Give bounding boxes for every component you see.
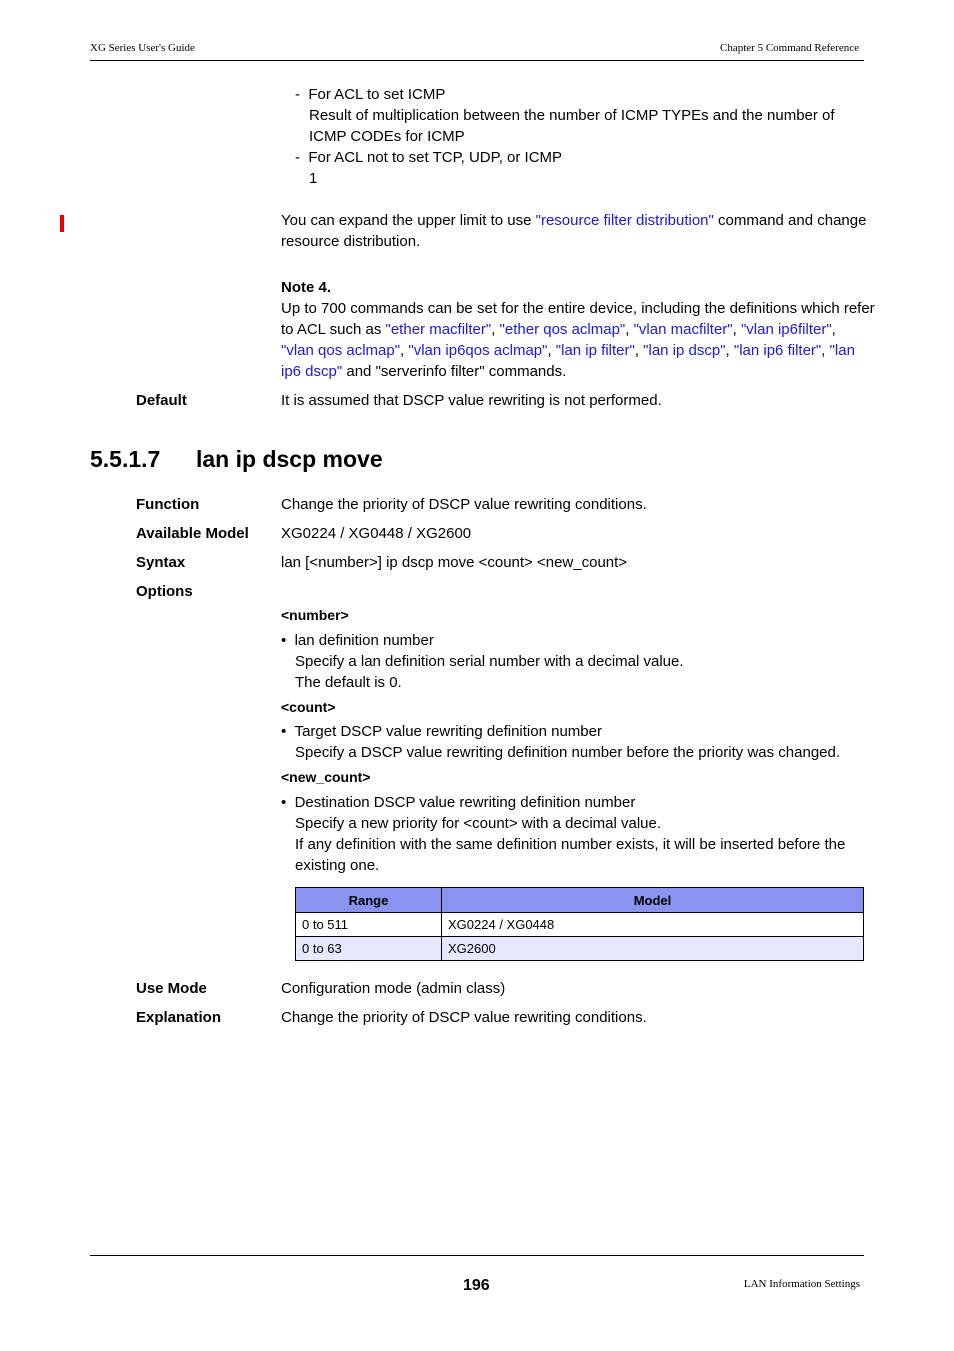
section-heading [90, 446, 383, 473]
vlan-ip6qos-aclmap-link[interactable]: "vlan ip6qos aclmap" [408, 342, 548, 359]
separator: , [725, 342, 734, 359]
option-count-bullet: • Target DSCP value rewriting definition number [281, 723, 602, 740]
option-description: If any definition with the same definition number exists, it will be inserted before the [295, 836, 846, 853]
paragraph-text: resource distribution. [281, 233, 421, 250]
page-number: 196 [463, 1277, 490, 1294]
section-number: 5.5.1.7 [90, 446, 161, 472]
list-item-text: Result of multiplication between the number of ICMP TYPEs and the number of [309, 107, 835, 124]
option-description: Specify a lan definition serial number with a decimal value. [295, 653, 684, 670]
paragraph-text: command and change [713, 212, 867, 229]
note-title: Note 4. [281, 279, 332, 296]
note-text: to ACL such as [281, 321, 386, 338]
separator: , [732, 321, 741, 338]
expand-paragraph [281, 210, 866, 231]
separator: , [634, 342, 644, 359]
use-mode-label: Use Mode [136, 980, 207, 997]
option-description: Specify a new priority for <count> with a decimal value. [295, 815, 662, 832]
range-table [295, 887, 864, 961]
resource-filter-distribution-link[interactable]: "resource filter distribution" [535, 212, 714, 229]
syntax-label: Syntax [136, 554, 186, 571]
list-item-no-proto: - For ACL not to set TCP, UDP, or ICMP [295, 149, 563, 166]
footer-section-title: LAN Information Settings [743, 1278, 860, 1290]
column-header-range: Range [296, 888, 442, 913]
function-label: Function [136, 496, 200, 513]
option-new-count-name: <new_count> [281, 769, 371, 785]
bullet-text: Target DSCP value rewriting definition number [294, 723, 602, 740]
vlan-macfilter-link[interactable]: "vlan macfilter" [633, 321, 733, 338]
option-number-name: <number> [281, 607, 349, 623]
options-label: Options [136, 583, 193, 600]
paragraph-text: You can expand the upper limit to use [281, 212, 536, 229]
header-rule [90, 60, 864, 61]
separator: , [400, 342, 409, 359]
option-description: The default is 0. [295, 674, 402, 691]
lan-ip-filter-link[interactable]: "lan ip filter" [555, 342, 635, 359]
list-item-text: ICMP CODEs for ICMP [309, 128, 465, 145]
table-header-row [296, 888, 864, 913]
function-value: Change the priority of DSCP value rewriting conditions. [281, 496, 647, 513]
note-text: and "serverinfo filter" commands. [342, 363, 567, 380]
explanation-label: Explanation [136, 1009, 222, 1026]
lan-ip6-filter-link[interactable]: "lan ip6 filter" [733, 342, 822, 359]
header-guide-title: XG Series User's Guide [90, 42, 195, 54]
note-line-4 [281, 361, 566, 382]
vlan-qos-aclmap-link[interactable]: "vlan qos aclmap" [281, 342, 401, 359]
column-header-model: Model [442, 888, 864, 913]
use-mode-value: Configuration mode (admin class) [281, 980, 506, 997]
available-model-label: Available Model [136, 525, 249, 542]
section-title: lan ip dscp move [196, 446, 383, 472]
separator: , [625, 321, 634, 338]
option-new-count-bullet: • Destination DSCP value rewriting definition number [281, 794, 636, 811]
table-cell-range: 0 to 63 [296, 937, 442, 961]
option-description: existing one. [295, 857, 380, 874]
separator: , [821, 342, 830, 359]
option-number-bullet: • lan definition number [281, 632, 434, 649]
available-model-value: XG0224 / XG0448 / XG2600 [281, 525, 472, 542]
lan-ip6-dscp-link-cont[interactable]: ip6 dscp" [281, 363, 343, 380]
ether-qos-aclmap-link[interactable]: "ether qos aclmap" [499, 321, 626, 338]
note-line-3 [281, 340, 855, 361]
lan-ip6-dscp-link[interactable]: "lan [829, 342, 855, 359]
lan-ip-dscp-link[interactable]: "lan ip dscp" [643, 342, 726, 359]
change-bar [60, 215, 64, 232]
note-line-2: to ACL such as "ether macfilter", "ether qos aclmap", "vlan macfilter", "vlan ip6filter", [281, 321, 836, 338]
note-text: Up to 700 commands can be set for the entire device, including the definitions which refer [281, 300, 875, 317]
table-row [296, 937, 864, 961]
table-row [296, 913, 864, 937]
default-label: Default [136, 392, 187, 409]
bullet-text: Destination DSCP value rewriting definition number [294, 794, 636, 811]
separator: , [547, 342, 556, 359]
list-item-value: 1 [309, 170, 318, 187]
separator: , [491, 321, 500, 338]
table-cell-model: XG2600 [442, 937, 864, 961]
list-item-icmp: - For ACL to set ICMP [295, 86, 446, 103]
footer-rule [90, 1255, 864, 1256]
syntax-value: lan [<number>] ip dscp move <count> <new_count> [281, 554, 628, 571]
option-count-name: <count> [281, 699, 336, 715]
table-cell-range: 0 to 511 [296, 913, 442, 937]
list-item-title: For ACL to set ICMP [308, 86, 446, 103]
explanation-value: Change the priority of DSCP value rewriting conditions. [281, 1009, 647, 1026]
ether-macfilter-link[interactable]: "ether macfilter" [385, 321, 492, 338]
header-chapter-title: Chapter 5 Command Reference [720, 42, 859, 54]
default-value: It is assumed that DSCP value rewriting is not performed. [281, 392, 662, 409]
table-cell-model: XG0224 / XG0448 [442, 913, 864, 937]
vlan-ip6filter-link[interactable]: "vlan ip6filter" [740, 321, 832, 338]
bullet-text: lan definition number [294, 632, 434, 649]
option-description: Specify a DSCP value rewriting definition number before the priority was changed. [295, 744, 841, 761]
list-item-title: For ACL not to set TCP, UDP, or ICMP [308, 149, 563, 166]
